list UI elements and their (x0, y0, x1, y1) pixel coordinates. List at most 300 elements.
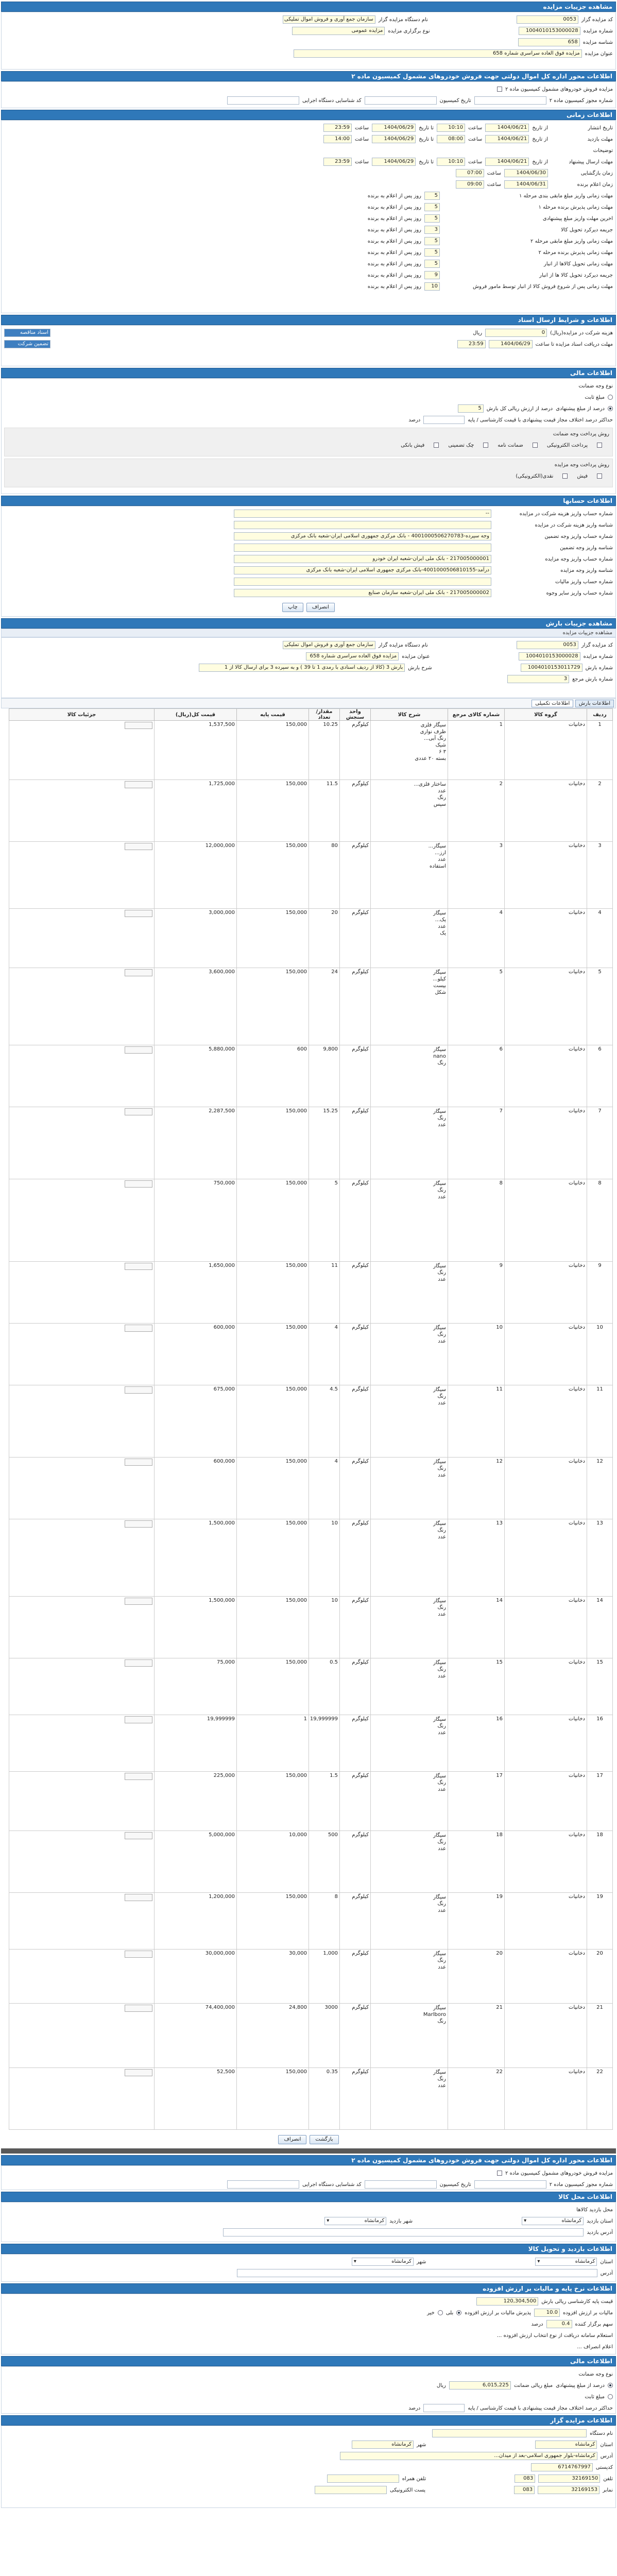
rule-label: مهلت زمانی تحویل کالاها از انبار (544, 261, 613, 267)
column-header: واحد سنجش (340, 709, 371, 721)
cell-g: دخانیات (505, 909, 587, 968)
account-row (4, 587, 613, 599)
cell-u: کیلوگرم (340, 1950, 371, 2004)
table-row (9, 1831, 613, 1893)
commission2-code-field[interactable] (227, 2180, 299, 2189)
commission2-no-field[interactable] (474, 2180, 546, 2189)
cell-r: 15 (448, 1658, 505, 1715)
lot-name-label: عنوان مزایده (402, 653, 430, 659)
cell-details (9, 1519, 155, 1597)
section-header-accounts (1, 496, 616, 506)
cell-n: 3 (587, 842, 613, 909)
max-diff-field[interactable] (423, 416, 465, 424)
lot-ref-label: شماره بارش مرجع (572, 676, 613, 682)
cell-d: سیگار رنگ عدد (371, 1262, 448, 1324)
cell-n: 17 (587, 1772, 613, 1831)
rule-tail: روز پس از اعلام به برنده (367, 283, 421, 290)
cell-t: 3,000,000 (155, 909, 237, 968)
cancel-button[interactable]: انصراف (306, 603, 335, 612)
org-zip-field: 6714767997 (531, 2463, 593, 2471)
details-button[interactable] (125, 1598, 152, 1605)
details-button[interactable] (125, 722, 152, 729)
pay-electronic-checkbox[interactable] (597, 443, 602, 448)
cell-r: 2 (448, 780, 505, 842)
pay-slip-label: فیش بانکی (401, 442, 425, 448)
submit-from-time: 10:10 (437, 158, 465, 166)
deadline-rule (4, 281, 613, 292)
org-mobile-label: تلفن همراه (402, 2476, 426, 2482)
auction-subject-label: عنوان مزایده (585, 50, 613, 57)
cell-details (9, 2004, 155, 2068)
section-header-auction-details (1, 2, 616, 12)
cell-d: سیگار فلزی ظرف نواری رنگ آبی... شیک ۳ ۶ بسته ۲۰ عددی (371, 721, 448, 780)
cell-details (9, 1385, 155, 1458)
section-header-financial-2 (1, 2356, 616, 2366)
cell-t: 19,999999 (155, 1715, 237, 1772)
max2-diff-label: حداکثر درصد اختلاف مجاز قیمت پیشنهادی با قیمت کارشناسی / پایه (468, 2405, 613, 2411)
time-label: ساعت (468, 125, 483, 131)
cell-p: 150,000 (237, 1262, 309, 1324)
cell-d: سیگار یک... عدد یک (371, 909, 448, 968)
submit-to-time: 23:59 (323, 158, 352, 166)
cell-t: 74,400,000 (155, 2004, 237, 2068)
org-fax-prefix: 083 (514, 2486, 535, 2494)
table-row (9, 2068, 613, 2130)
org-address-label: آدرس (600, 2453, 613, 2459)
table-row (9, 1324, 613, 1385)
rule-days: 3 (424, 226, 440, 234)
cell-t: 2,287,500 (155, 1107, 237, 1179)
doc-deadline-label: مهلت دریافت اسناد مزایده تا ساعت (535, 341, 613, 347)
guarantee2-amount-field: 6,015,225 (449, 2381, 511, 2389)
pay2-electronic-checkbox[interactable] (562, 473, 568, 479)
section-title: اطلاعات محل کالا (558, 2193, 612, 2200)
cell-r: 5 (448, 968, 505, 1045)
account-row (4, 519, 613, 531)
cell-q: 80 (309, 842, 340, 909)
cell-n: 21 (587, 2004, 613, 2068)
delivery-address-field[interactable] (237, 2269, 597, 2277)
rule-tail: روز پس از اعلام به برنده (367, 215, 421, 222)
details-button[interactable] (125, 781, 152, 788)
cell-g: دخانیات (505, 968, 587, 1045)
accounts-section (1, 506, 616, 617)
lot-org-field: سازمان جمع آوری و فروش اموال تملیکی (283, 641, 375, 649)
details-button[interactable] (125, 1832, 152, 1839)
tab-extra-info[interactable]: اطلاعات تکمیلی (532, 700, 573, 707)
delivery-city-value: کرمانشاه (391, 2259, 412, 2264)
auction-number-label: شماره مزایده (583, 28, 613, 34)
org-tel-label: تلفن (603, 2476, 613, 2482)
cell-r: 22 (448, 2068, 505, 2130)
table-row (9, 721, 613, 780)
cell-r: 6 (448, 1045, 505, 1107)
cell-r: 18 (448, 1831, 505, 1893)
cell-d: سیگار Marlboro رنگ (371, 2004, 448, 2068)
delivery-city-label: شهر (416, 2259, 426, 2265)
rule-days: 5 (424, 214, 440, 223)
pub-from-time: 10:10 (437, 124, 465, 132)
column-header: ردیف (587, 709, 613, 721)
commission-no-field[interactable] (474, 96, 546, 105)
doc-deadline-time: 23:59 (457, 340, 486, 348)
cell-n: 4 (587, 909, 613, 968)
pay-slip-checkbox[interactable] (434, 443, 439, 448)
cell-details (9, 1458, 155, 1519)
commission2-no-label: شماره مجوز کمیسیون ماده ۲ (549, 2181, 613, 2188)
delivery-city-select[interactable] (352, 2258, 414, 2266)
details-button[interactable] (125, 1894, 152, 1901)
cell-u: کیلوگرم (340, 721, 371, 780)
commission-no-label: شماره مجوز کمیسیون ماده ۲ (549, 97, 613, 104)
cell-u: کیلوگرم (340, 1715, 371, 1772)
cell-details (9, 1262, 155, 1324)
cost-field: 0 (485, 329, 547, 337)
cell-t: 1,500,000 (155, 1519, 237, 1597)
back-button[interactable]: بازگشت (310, 2135, 338, 2144)
account-value: 217005000002 - بانک ملی ایران-شعبه سازمان صنایع (234, 589, 491, 597)
guarantee-pay-box (4, 428, 613, 456)
deadline-rule (4, 213, 613, 224)
commission-section-2 (1, 2165, 616, 2190)
visit-city-value: کرمانشاه (364, 2218, 385, 2224)
cell-details (9, 1179, 155, 1262)
rule-label: مهلت زمانی پذیرش برنده مرحله ۲ (538, 249, 613, 256)
announce-time: 09:00 (456, 180, 484, 189)
account-value (234, 521, 491, 529)
guarantee2-amount-label: مبلغ ریالی ضمانت (513, 2382, 553, 2388)
cell-q: 500 (309, 1831, 340, 1893)
details-button[interactable] (125, 1951, 152, 1958)
cell-d: سیگار کیلو... بیست شکل (371, 968, 448, 1045)
guarantee-badge[interactable]: تضمین شرکت (4, 340, 50, 348)
section-header-delivery (1, 2244, 616, 2254)
deadline-rule (4, 258, 613, 269)
column-header: قیمت پایه (237, 709, 309, 721)
base-price-label: قیمت پایه کارشناسی ریالی بارش (541, 2298, 613, 2304)
account-label: شماره حساب واریز مالیات (555, 579, 613, 585)
cell-g: دخانیات (505, 1262, 587, 1324)
cell-g: دخانیات (505, 842, 587, 909)
table-row (9, 1179, 613, 1262)
cell-r: 11 (448, 1385, 505, 1458)
cell-g: دخانیات (505, 1772, 587, 1831)
chevron-down-icon: ▾ (537, 2259, 540, 2264)
details-button[interactable] (125, 1180, 152, 1188)
cell-t: 5,880,000 (155, 1045, 237, 1107)
docs-badge[interactable]: اسناد مناقصه (4, 329, 50, 337)
cell-details (9, 1772, 155, 1831)
details-button[interactable] (125, 1108, 152, 1115)
lot-ref-field: 3 (507, 675, 569, 683)
cell-n: 19 (587, 1893, 613, 1950)
rule-label: جریمه دیرکرد تحویل کالا (561, 227, 613, 233)
org-label: نام دستگاه مزایده گزار (378, 16, 428, 23)
cell-u: کیلوگرم (340, 1519, 371, 1597)
commission2-date-field[interactable] (365, 2180, 437, 2189)
cell-t: 750,000 (155, 1179, 237, 1262)
from-label: از تاریخ (532, 159, 548, 165)
cell-d: سیگار nano رنگ (371, 1045, 448, 1107)
cell-p: 1 (237, 1715, 309, 1772)
pub-to-time: 23:59 (323, 124, 352, 132)
commission-checkbox[interactable] (497, 87, 502, 92)
percent-radio[interactable] (608, 406, 613, 411)
auction-code-field: 0053 (517, 15, 578, 24)
rule-tail: روز پس از اعلام به برنده (367, 204, 421, 210)
org-tel-field: 32169150 (538, 2475, 600, 2483)
cell-d: سیگار رنگ عدد (371, 1179, 448, 1262)
org-fax-label: نمابر (603, 2487, 613, 2493)
section-title: اطلاعات مزایده گزار (550, 2417, 612, 2424)
cell-g: دخانیات (505, 1658, 587, 1715)
rule-label: جریمه دیرکرد تحویل کالا ها از انبار (539, 272, 613, 278)
cell-d: سیگار رنگ عدد (371, 1893, 448, 1950)
pay-cheque-checkbox[interactable] (483, 443, 488, 448)
cell-q: 8 (309, 1893, 340, 1950)
cell-p: 150,000 (237, 1658, 309, 1715)
visit-desc-label: توضیحات (593, 147, 613, 154)
method-label: نوع برگزاری مزایده (388, 28, 430, 34)
visit-city-select[interactable] (324, 2217, 386, 2225)
cell-r: 21 (448, 2004, 505, 2068)
auction-code-label: کد مزایده گزار (581, 16, 613, 23)
cell-q: 15.25 (309, 1107, 340, 1179)
guarantee2-fixed-radio[interactable] (608, 2394, 613, 2399)
pay-electronic-label: پرداخت الکترونیکی (546, 442, 588, 448)
cell-u: کیلوگرم (340, 780, 371, 842)
cell-t: 1,200,000 (155, 1893, 237, 1950)
details-button[interactable] (125, 910, 152, 917)
vat-no-radio[interactable] (438, 2310, 443, 2315)
cell-r: 8 (448, 1179, 505, 1262)
cell-u: کیلوگرم (340, 1658, 371, 1715)
section-header-lot (1, 618, 616, 629)
cell-n: 7 (587, 1107, 613, 1179)
cell-d: سیگار رنگ عدد (371, 1324, 448, 1385)
visit-location-label: محل بازدید کالاها (576, 2207, 613, 2213)
cell-details (9, 909, 155, 968)
section-header-commission (1, 71, 616, 81)
cell-u: کیلوگرم (340, 909, 371, 968)
cell-u: کیلوگرم (340, 1385, 371, 1458)
cell-n: 16 (587, 1715, 613, 1772)
deadline-rule (4, 224, 613, 235)
cell-t: 12,000,000 (155, 842, 237, 909)
section-title: اطلاعات مالی (570, 369, 612, 377)
rule-days: 9 (424, 271, 440, 279)
from-label: از تاریخ (532, 125, 548, 131)
announce-date: 1404/06/31 (504, 180, 548, 189)
percent-field: 5 (458, 404, 484, 413)
cell-r: 19 (448, 1893, 505, 1950)
details-button[interactable] (125, 1386, 152, 1394)
account-row (4, 542, 613, 553)
exec-code-label: کد شناسایی دستگاه اجرایی (302, 97, 362, 104)
cell-t: 1,500,000 (155, 1597, 237, 1658)
cell-d: سیگار رنگ عدد (371, 2068, 448, 2130)
guarantee2-percent-radio[interactable] (608, 2383, 613, 2388)
to-label: تا تاریخ (419, 125, 434, 131)
org-zip-label: کدپستی (595, 2464, 613, 2470)
deadline-rule (4, 201, 613, 213)
cell-t: 30,000,000 (155, 1950, 237, 2004)
cell-p: 150,000 (237, 1324, 309, 1385)
time-label: ساعت (354, 159, 369, 165)
auction-ref-label: شناسه مزایده (582, 39, 613, 45)
visit-to-date: 1404/06/29 (372, 135, 416, 143)
lot-subheader (1, 629, 616, 637)
table-row (9, 2004, 613, 2068)
fixed-amount-radio[interactable] (608, 395, 613, 400)
time-label: ساعت (468, 136, 483, 142)
commission2-date-label: تاریخ کمیسیون (439, 2181, 471, 2188)
cell-u: کیلوگرم (340, 1772, 371, 1831)
rule-label: اخرین مهلت واریز مبلغ پیشنهادی (542, 215, 613, 222)
org-province-label: استان (600, 2442, 613, 2448)
rule-label: مهلت زمانی پذیرش برنده مرحله ۱ (538, 204, 613, 210)
submit-to-date: 1404/06/29 (372, 158, 416, 166)
print-button[interactable]: چاپ (282, 603, 303, 612)
cell-u: کیلوگرم (340, 1262, 371, 1324)
cell-n: 11 (587, 1385, 613, 1458)
lot-section (1, 637, 616, 698)
cell-t: 75,000 (155, 1658, 237, 1715)
from-label: از تاریخ (532, 136, 548, 142)
pay2-slip-checkbox[interactable] (597, 473, 602, 479)
org-email-label: پست الکترونیکی (390, 2487, 426, 2493)
financial-section (1, 378, 616, 494)
cell-details (9, 780, 155, 842)
account-label: شناسه واریز هزینه شرکت در مزایده (535, 522, 613, 528)
details-button[interactable] (125, 1046, 152, 1054)
details-button[interactable] (125, 2069, 152, 2076)
details-button[interactable] (125, 1325, 152, 1332)
table-row (9, 842, 613, 909)
cell-r: 12 (448, 1458, 505, 1519)
delivery-province-select[interactable] (535, 2258, 597, 2266)
cell-t: 675,000 (155, 1385, 237, 1458)
accounts-list (4, 508, 613, 599)
visit-from-date: 1404/06/21 (485, 135, 529, 143)
cell-g: دخانیات (505, 1893, 587, 1950)
details-button[interactable] (125, 843, 152, 850)
org-name-label: نام دستگاه (590, 2430, 613, 2436)
cell-g: دخانیات (505, 1324, 587, 1385)
chevron-down-icon: ▾ (327, 2218, 330, 2224)
details-button[interactable] (125, 969, 152, 976)
cell-q: 0.5 (309, 1658, 340, 1715)
cell-u: کیلوگرم (340, 1324, 371, 1385)
vat-yes-radio[interactable] (456, 2310, 461, 2315)
details-button[interactable] (125, 1520, 152, 1528)
cell-u: کیلوگرم (340, 1597, 371, 1658)
details-button[interactable] (125, 1716, 152, 1723)
max-diff-unit: درصد (408, 417, 421, 423)
pay-bond-checkbox[interactable] (533, 443, 538, 448)
share-unit: درصد (531, 2321, 543, 2327)
account-row (4, 576, 613, 587)
guarantee2-percent-label: درصد از مبلغ پیشنهادی (556, 2382, 605, 2388)
cell-q: 10 (309, 1519, 340, 1597)
visit-province-select[interactable] (522, 2217, 584, 2225)
cell-t: 600,000 (155, 1458, 237, 1519)
commission-date-field[interactable] (365, 96, 437, 105)
account-value: درآمد-4001000506810155-بانک مرکزی جمهوری اسلامی ایران-شعبه بانک مرکزی (234, 566, 491, 574)
lot-org-label: نام دستگاه مزایده گزار (378, 642, 428, 648)
auctioneer-section (1, 2426, 616, 2508)
visit-province-label: استان بازدید (587, 2218, 613, 2224)
details-button[interactable] (125, 1263, 152, 1270)
rule-days: 5 (424, 260, 440, 268)
section-title: اطلاعات مالی (570, 2358, 612, 2365)
details-button[interactable] (125, 2005, 152, 2012)
account-label: شماره حساب واریز وجه تضمین (544, 533, 613, 539)
doc-deadline-date: 1404/06/29 (489, 340, 533, 348)
share-label: سهم برگزار کننده (575, 2321, 613, 2327)
cell-r: 20 (448, 1950, 505, 2004)
exec-code-field[interactable] (227, 96, 299, 105)
table-row (9, 1715, 613, 1772)
tab-lot-info[interactable]: اطلاعات بارش (575, 700, 614, 707)
account-label: شناسه واریز وجه تضمین (560, 545, 613, 551)
table-row (9, 780, 613, 842)
lot-name-field: مزایده فوق العاده سراسری شماره 658 (306, 652, 399, 660)
cell-g: دخانیات (505, 2004, 587, 2068)
cell-p: 150,000 (237, 1519, 309, 1597)
cell-u: کیلوگرم (340, 1458, 371, 1519)
account-label: شماره حساب واریز هزینه شرکت در مزایده (519, 511, 613, 517)
section-title: مشاهده جزییات بارش (545, 620, 612, 627)
delivery-address-label: آدرس (600, 2270, 613, 2276)
cell-r: 1 (448, 721, 505, 780)
max2-diff-field[interactable] (423, 2404, 465, 2412)
pay2-method-label: روش پرداخت وجه مزایده (554, 462, 609, 468)
section-header-auctioneer (1, 2415, 616, 2426)
visit-province-value: کرمانشاه (561, 2218, 582, 2224)
section-header-financial (1, 368, 616, 378)
commission2-code-label: کد شناسایی دستگاه اجرایی (302, 2181, 362, 2188)
commission2-checkbox[interactable] (497, 2171, 502, 2176)
open-date: 1404/06/30 (504, 169, 548, 177)
table-row (9, 968, 613, 1045)
cell-n: 9 (587, 1262, 613, 1324)
delivery-province-label: استان (600, 2259, 613, 2265)
cell-g: دخانیات (505, 1715, 587, 1772)
cell-g: دخانیات (505, 1179, 587, 1262)
column-header: قیمت کل(ریال) (155, 709, 237, 721)
cell-q: 11 (309, 1262, 340, 1324)
cancel-button-2[interactable]: انصراف (278, 2135, 306, 2144)
org-city-field: کرمانشاه (352, 2441, 414, 2449)
cell-d: سیگار رنگ عدد (371, 1458, 448, 1519)
details-button[interactable] (125, 1773, 152, 1780)
cell-g: دخانیات (505, 1519, 587, 1597)
cell-q: 20 (309, 909, 340, 968)
visit-address-field[interactable] (223, 2228, 584, 2236)
details-button[interactable] (125, 1459, 152, 1466)
vat-label: مالیات بر ارزش افزوده (562, 2310, 613, 2316)
deadline-rules (4, 190, 613, 292)
cell-u: کیلوگرم (340, 1893, 371, 1950)
account-label: شماره حساب واریز سایر وجوه (546, 590, 613, 596)
cell-details (9, 1658, 155, 1715)
rule-label: مهلت زمانی واریز مبلغ مابقی مرحله ۲ (530, 238, 613, 244)
cell-d: سیگار رنگ عدد (371, 1950, 448, 2004)
cell-details (9, 968, 155, 1045)
details-button[interactable] (125, 1659, 152, 1667)
auction-details-section (1, 12, 616, 70)
